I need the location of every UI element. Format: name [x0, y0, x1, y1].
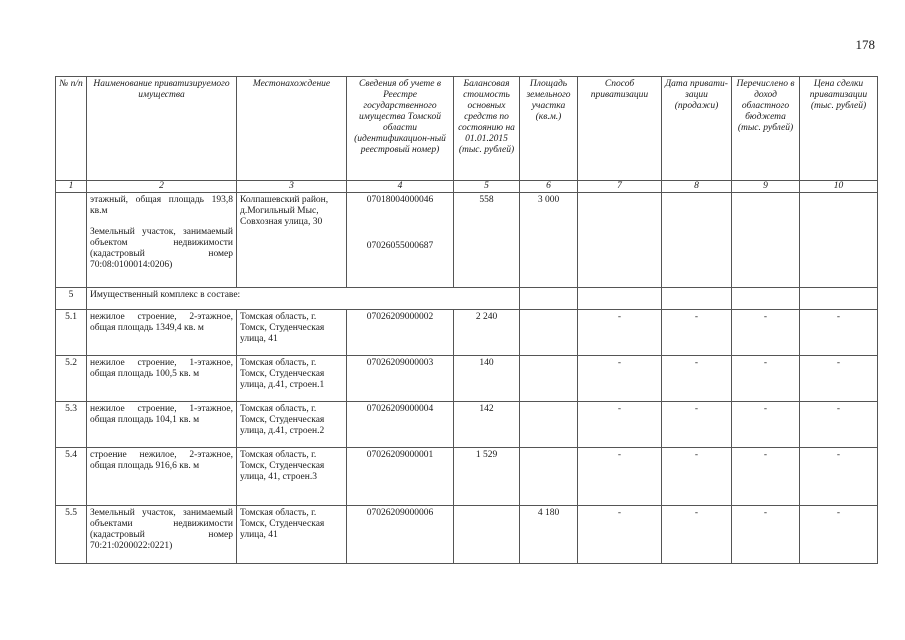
row-index: [56, 193, 87, 288]
privatization-method: -: [578, 310, 662, 356]
budget-transfer: [732, 288, 800, 310]
header-budget-transfer: Перечислено в доход областного бюджета (тыс. рублей): [732, 77, 800, 181]
continued-row: [56, 193, 878, 288]
header-row: [56, 77, 878, 181]
header-land-area: Площадь земельного участка (кв.м.): [520, 77, 578, 181]
land-area: [520, 448, 578, 506]
budget-transfer: [732, 193, 800, 288]
balance-value: 558: [454, 193, 520, 288]
location: Томская область, г. Томск, Студенческая улица, д.41, строен.2: [237, 402, 347, 448]
deal-price: -: [800, 402, 878, 448]
section-row: [56, 288, 878, 310]
privatization-method: [578, 288, 662, 310]
column-number-row: [56, 181, 878, 193]
row-index: 5: [56, 288, 87, 310]
budget-transfer: -: [732, 356, 800, 402]
privatization-method: -: [578, 402, 662, 448]
row-index: 5.5: [56, 506, 87, 564]
deal-price: -: [800, 506, 878, 564]
registry-number: 07026209000001: [347, 448, 454, 506]
property-name: строение нежилое, 2-этажное, общая площадь 916,6 кв. м: [87, 448, 237, 506]
land-area: 3 000: [520, 193, 578, 288]
property-name: [87, 193, 237, 288]
privatization-date: -: [662, 310, 732, 356]
property-name-part: Земельный участок, занимаемый объектом недвижимости (кадастровый номер 70:08:0100014:0206): [90, 227, 233, 270]
property-name: нежилое строение, 1-этажное, общая площадь 104,1 кв. м: [87, 402, 237, 448]
row-index: 5.3: [56, 402, 87, 448]
column-number: 8: [662, 181, 732, 193]
table-row: [56, 402, 878, 448]
privatization-method: -: [578, 356, 662, 402]
privatization-date: -: [662, 506, 732, 564]
property-name: нежилое строение, 1-этажное, общая площадь 100,5 кв. м: [87, 356, 237, 402]
privatization-date: -: [662, 402, 732, 448]
deal-price: [800, 288, 878, 310]
land-area: [520, 402, 578, 448]
column-number: 7: [578, 181, 662, 193]
balance-value: 140: [454, 356, 520, 402]
registry-number: 07026209000002: [347, 310, 454, 356]
property-name: Земельный участок, занимаемый объектами недвижимости (кадастровый номер 70:21:0200022:0221): [87, 506, 237, 564]
table-row: [56, 448, 878, 506]
privatization-method: -: [578, 448, 662, 506]
section-title: Имущественный комплекс в составе:: [87, 288, 520, 310]
page-number: 178: [855, 37, 875, 52]
privatization-date: -: [662, 448, 732, 506]
column-number: 10: [800, 181, 878, 193]
header-privatization-method: Способ приватизации: [578, 77, 662, 181]
land-area: [520, 310, 578, 356]
column-number: 2: [87, 181, 237, 193]
location: Томская область, г. Томск, Студенческая улица, д.41, строен.1: [237, 356, 347, 402]
budget-transfer: -: [732, 310, 800, 356]
deal-price: -: [800, 310, 878, 356]
privatization-method: -: [578, 506, 662, 564]
property-name-part: этажный, общая площадь 193,8 кв.м: [90, 195, 233, 216]
row-index: 5.2: [56, 356, 87, 402]
table-row: [56, 310, 878, 356]
deal-price: -: [800, 356, 878, 402]
column-number: 3: [237, 181, 347, 193]
location: Томская область, г. Томск, Студенческая улица, 41: [237, 310, 347, 356]
header-deal-price: Цена сделки приватизации (тыс. рублей): [800, 77, 878, 181]
deal-price: [800, 193, 878, 288]
balance-value: [454, 506, 520, 564]
registry-number: [347, 193, 454, 288]
budget-transfer: -: [732, 448, 800, 506]
registry-number-value: 07018004000046: [366, 195, 434, 205]
column-number: 9: [732, 181, 800, 193]
registry-number: 07026209000004: [347, 402, 454, 448]
header-index: № п/п: [56, 77, 87, 181]
privatization-date: [662, 288, 732, 310]
location: Томская область, г. Томск, Студенческая улица, 41: [237, 506, 347, 564]
column-number: 1: [56, 181, 87, 193]
land-area: [520, 356, 578, 402]
registry-number: 07026209000006: [347, 506, 454, 564]
header-balance-value: Балансовая стоимость основных средств по состоянию на 01.01.2015 (тыс. рублей): [454, 77, 520, 181]
land-area: [520, 288, 578, 310]
property-name: нежилое строение, 2-этажное, общая площадь 1349,4 кв. м: [87, 310, 237, 356]
header-privatization-date: Дата привати-зации (продажи): [662, 77, 732, 181]
land-area: 4 180: [520, 506, 578, 564]
balance-value: 1 529: [454, 448, 520, 506]
location: Колпашевский район, д.Могильный Мыс, Совхозная улица, 30: [237, 193, 347, 288]
column-number: 5: [454, 181, 520, 193]
table-row: [56, 506, 878, 564]
registry-number-value: 07026055000687: [366, 241, 434, 251]
privatization-date: -: [662, 356, 732, 402]
balance-value: 2 240: [454, 310, 520, 356]
privatization-table: [55, 76, 878, 564]
budget-transfer: -: [732, 402, 800, 448]
row-index: 5.4: [56, 448, 87, 506]
row-index: 5.1: [56, 310, 87, 356]
privatization-date: [662, 193, 732, 288]
header-registry-info: Сведения об учете в Реестре государственного имущества Томской области (идентификацион-ный реестровый номер): [347, 77, 454, 181]
table-row: [56, 356, 878, 402]
column-number: 6: [520, 181, 578, 193]
budget-transfer: -: [732, 506, 800, 564]
privatization-method: [578, 193, 662, 288]
registry-number: 07026209000003: [347, 356, 454, 402]
location: Томская область, г. Томск, Студенческая улица, 41, строен.3: [237, 448, 347, 506]
deal-price: -: [800, 448, 878, 506]
header-location: Местонахождение: [237, 77, 347, 181]
column-number: 4: [347, 181, 454, 193]
balance-value: 142: [454, 402, 520, 448]
header-property-name: Наименование приватизируемого имущества: [87, 77, 237, 181]
